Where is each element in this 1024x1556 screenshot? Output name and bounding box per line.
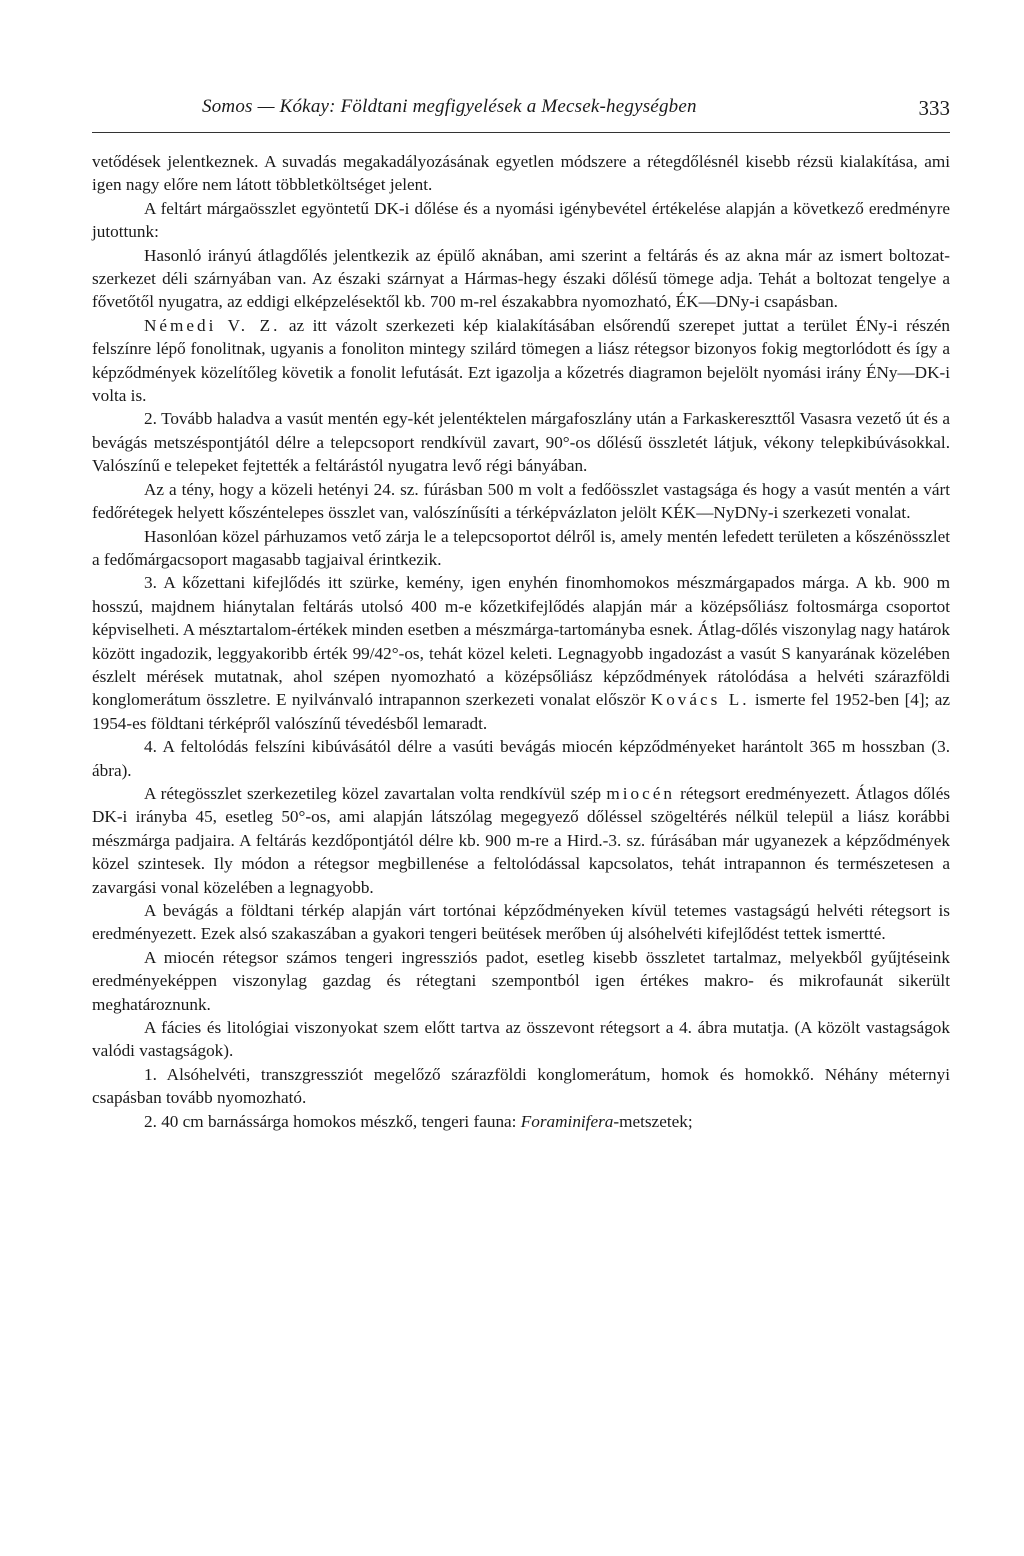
paragraph: 4. A feltolódás felszíni kibúvásától délre a vasúti bevágás miocén képződményeket harántolt 365 m hosszban (3. ábra). [92, 737, 950, 780]
paragraph-text: 2. 40 cm barnássárga homokos mészkő, tengeri fauna: [144, 1111, 517, 1131]
paragraph [92, 782, 950, 899]
paragraph [92, 1110, 950, 1133]
paragraph: A feltárt márgaösszlet egyöntetű DK-i dőlése és a nyomási igénybevétel értékelése alapján a következő eredményre jutottunk: [92, 198, 950, 242]
paragraph-text: rétegsort eredményezett. Átlagos dőlés DK-i irányba 45, esetleg 50°-os, ami alapján látszólag megegyező dőléssel szögeltérés nélkül települ a liász korábbi mészmárga padjaira. A feltárás kezdőpontjától délre kb. 900 m-re a Hird.-3. sz. fúrásában már ugyanezek a képződmények közel szintesek. Ily módon a rétegsor megbillenése a feltolódással kapcsolatos, tehát intrapannon és természetesen a zavargási vonal közelében a legnagyobb. [92, 783, 951, 897]
body-text [92, 150, 950, 1133]
paragraph: Hasonlóan közel párhuzamos vető zárja le a telepcsoportot délről is, amely mentén lefedett területen a kőszénösszlet a fedőmárgacsoport magasabb tagjaival érintkezik. [92, 526, 950, 569]
running-title: Somos — Kókay: Földtani megfigyelések a Mecsek-hegységben [202, 96, 697, 117]
author-name-nemedi: Némedi V. Z. [144, 315, 281, 335]
paragraph-text: 3. A kőzettani kifejlődés itt szürke, kemény, igen enyhén finomhomokos mészmárgapados márga. A kb. 900 m hosszú, majdnem hiánytalan feltárás utolsó 400 m-e kőzetkifejlődés alapján már a középsőliász foltosmárga csoportot képviselheti. A mésztartalom-értékek minden esetben a mészmárga-tartományba esnek. Átlag-dőlés viszonylag nagy határok között ingadozik, leggyakoribb érték 99/42°-os, tehát közel keleti. Legnagyobb ingadozást a vasút S kanyarának közelében észlelt mérések mutatnak, ahol szépen nyomozható a középsőliász képződmények rátolódása a helvéti szárazföldi konglomerátum összletre. E nyilvánvaló intrapannon szerkezeti vonalat először [92, 573, 950, 710]
italic-term-foraminifera: Foraminifera [520, 1111, 614, 1131]
paragraph: Hasonló irányú átlagdőlés jelentkezik az épülő aknában, ami szerint a feltárás és az akna már az ismert boltozat-szerkezet déli szárnyában van. Az északi szárnyat a Hármas-hegy északi dőlésű tömege adja. Tehát a boltozat tengelye a fővetőtől nyugatra, az eddigi elképzelésektől kb. 700 m-rel északabbra nyomozható, ÉK—DNy-i csapásban. [92, 245, 950, 312]
paragraph [92, 314, 950, 408]
paragraph-text: A rétegösszlet szerkezetileg közel zavartalan volta rendkívül szép [144, 783, 602, 803]
paragraph: A fácies és litológiai viszonyokat szem előtt tartva az összevont rétegsort a 4. ábra mutatja. (A közölt vastagságok valódi vastagságok). [92, 1018, 950, 1061]
paragraph-text: ismerte fel 1952-ben [4]; az 1954-es földtani térképről valószínű tévedésből lemaradt. [92, 690, 950, 733]
paragraph-text: -metszetek; [613, 1111, 693, 1131]
paragraph [92, 571, 950, 735]
paragraph: 2. Tovább haladva a vasút mentén egy-két jelentéktelen márgafoszlány után a Farkaskereszttől Vasasra vezető út és a bevágás metszéspontjától délre a telepcsoport rendkívül zavart, 90°-os dőlésű összletét látjuk, vékony telepkibúvásokkal. Valószínű e telepeket fejtették a feltárástól nyugatra levő régi bányában. [92, 409, 950, 476]
paragraph: Az a tény, hogy a közeli hetényi 24. sz. fúrásban 500 m volt a fedőösszlet vastagsága és hogy a vasút mentén a várt fedőrétegek helyett kőszéntelepes összlet van, valószínűsíti a térképvázlaton jelölt KÉK—NyDNy-i szerkezeti vonalat. [92, 479, 950, 523]
paragraph: 1. Alsóhelvéti, transzgressziót megelőző szárazföldi konglomerátum, homok és homokkő. Néhány méternyi csapásban tovább nyomozható. [92, 1064, 950, 1108]
paragraph-text: az itt vázolt szerkezeti kép kialakításában elsőrendű szerepet juttat a terület ÉNy-i részén felszínre lépő fonolitnak, ugyanis a fonoliton mintegy szilárd tömegen a liász rétegsor bizonyos fokig megtorlódott és így a képződmények közelítőleg követik a fonolit lefutását. Ezt igazolja a kőzetrés diagramon bejelölt nyomási irány ÉNy—DK-i volta is. [92, 315, 951, 406]
header-rule [92, 132, 950, 133]
page-number: 333 [918, 96, 950, 120]
paragraph: A bevágás a földtani térkép alapján várt tortónai képződményeken kívül tetemes vastagságú helvéti rétegsort is eredményezett. Ezek alsó szakaszában a gyakori tengeri beütések merőben új alsóhelvéti kifejlődést tettek ismertté. [92, 901, 950, 944]
page [92, 0, 950, 1556]
running-head [92, 96, 950, 136]
spaced-term-miocen: miocén [606, 783, 675, 803]
paragraph: A miocén rétegsor számos tengeri ingressziós padot, esetleg kisebb összletet tartalmaz, melyekből gyűjtéseink eredményeképpen viszonylag gazdag és rétegtani szempontból igen értékes makro- és mikrofaunát sikerült meghatároznunk. [92, 947, 950, 1014]
author-name-kovacs: Kovács L. [650, 690, 750, 710]
paragraph: vetődések jelentkeznek. A suvadás megakadályozásának egyetlen módszere a rétegdőlésnél kisebb rézsü kialakítása, ami igen nagy előre nem látott többletköltséget jelent. [92, 152, 950, 195]
